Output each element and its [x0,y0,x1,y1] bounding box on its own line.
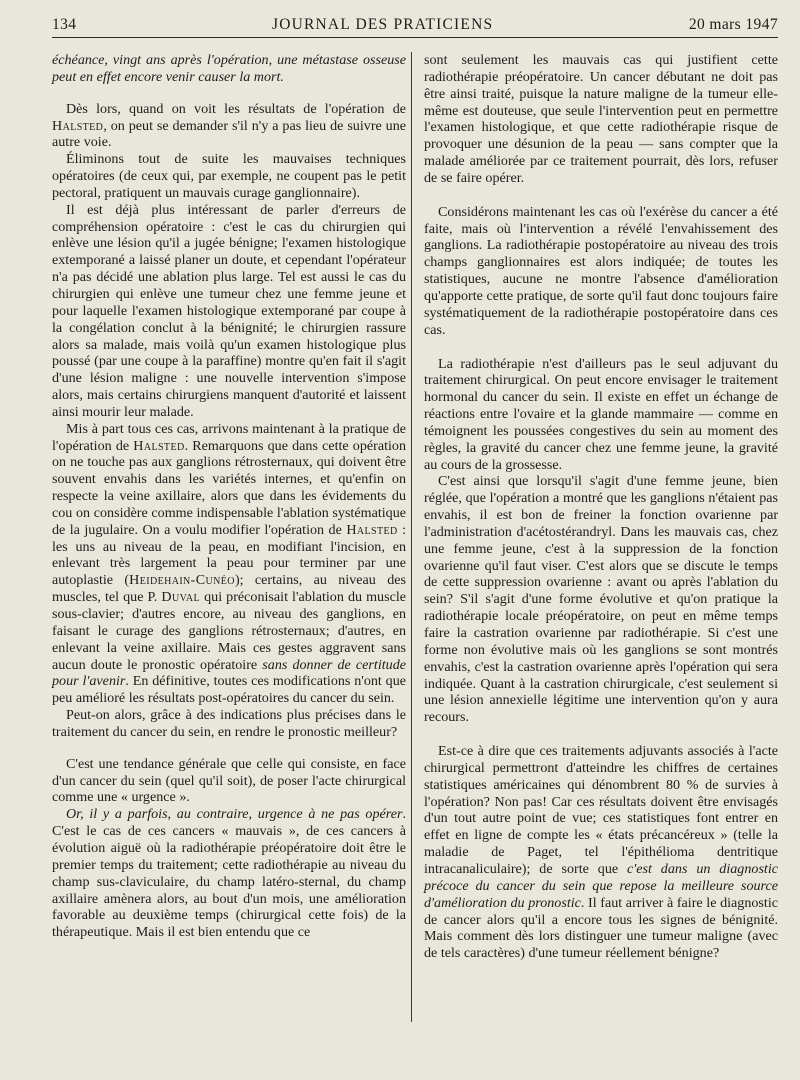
paragraph: Or, il y a parfois, au contraire, urgence à ne pas opérer. C'est le cas de ces cancers « mauvais », de ces cancers à évolution aiguë où la radiothérapie préopératoire doit être le premier temps du traitement; cette radiothérapie au niveau du champ sus-claviculaire, du champ latéro-sternal, du champ axillaire amènera alors, au bout d'un mois, une amélioration favorable au deuxième temps (chirurgical cette fois) de la thérapeutique. Mais il est bien entendu que ce [52,806,407,941]
paragraph: Est-ce à dire que ces traitements adjuvants associés à l'acte chirurgical permettront d'atteindre les chiffres de certaines statistiques américaines qui dénombrent 80 % de survies à l'opération? Non pas! Car ces résultats doivent être envisagés d'un tout autre point de vue; ces statistiques font entrer en effet en ligne de compte les « états précancéreux » (telle la maladie de Paget, tel l'épithélioma dentritique intracanaliculaire); de sorte que c'est dans un diagnostic précoce du cancer du sein que repose la meilleure source d'amélioration du pronostic. Il faut arriver à faire le diagnostic de cancer alors qu'il a encore tous les signes de bénignité. Mais comment dès lors distinguer une tumeur maligne (avec de tels caractères) d'une tumeur réellement bénigne? [424,743,779,962]
author-name: Halsted [133,437,185,454]
paragraph: C'est une tendance générale que celle qui consiste, en face d'un cancer du sein (quel qu'il soit), de poser l'acte chirurgical comme une « urgence ». [52,755,407,806]
author-name: Halsted [52,117,104,134]
journal-title: JOURNAL DES PRATICIENS [271,16,494,33]
emphasis: sans donner de certitude pour l'avenir [52,656,407,690]
paragraph: Considérons maintenant les cas où l'exérèse du cancer a été faite, mais où l'intervention a révélé l'envahissement des ganglions. La radiothérapie postopératoire au niveau des trois champs ganglionnaires est alors indiquée; de toutes les statistiques, aucune ne montre l'absence d'amélioration qu'apporte cette pratique, de sorte qu'il faut donc toujours faire systématiquement de la radiothérapie postopératoire dans ces cas. [424,203,779,338]
page-header [52,16,778,37]
paragraph: échéance, vingt ans après l'opération, une métastase osseuse peut en effet encore venir causer la mort. [52,52,407,85]
paragraph: C'est ainsi que lorsqu'il s'agit d'une femme jeune, bien réglée, que l'opération a montré que les ganglions n'étaient pas envahis, il est bon de freiner la fonction ovarienne par l'administration d'acétostérandryl. Dans les mauvais cas, chez une femme jeune, c'est à la suppression de la fonction ovarienne qu'il faut viser. C'est alors que se discute le temps de cette suppression ovarienne : avant ou après l'ablation du sein? S'il s'agit d'une forme évolutive et qu'on pratique la radiothérapie locale préopératoire, on peut en même temps faire la castration ovarienne par radiothérapie. Si c'est une forme non évolutive mais où les ganglions se sont montrés envahis, c'est la castration ovarienne après l'opération qui sera indiquée. Quant à la castration chirurgicale, c'est seulement si une lésion annexielle légitime une intervention qu'on y aura recours. [424,473,779,726]
right-column [424,52,778,1022]
author-name: Heidehain-Cunéo [129,572,235,589]
paragraph: Il est déjà plus intéressant de parler d'erreurs de compréhension opératoire : c'est le cas du chirurgien qui enlève une lésion qu'il a jugée bénigne; l'examen histologique extemporané a laissé planer un doute, et cependant l'opérateur n'a pas décidé une ablation plus large. Tel est aussi le cas du chirurgien qui enlève une tumeur chez une femme jeune et pour laquelle l'examen histologique extemporané par coupe à la congélation conclut à la bénignité; le chirurgien rassure alors sa malade, mais voilà qu'un examen histologique plus poussé (par une coupe à la paraffine) montre qu'en fait il s'agit d'une lésion maligne : une nouvelle intervention s'impose alors, mais certains chirurgiens manquent d'autorité et laissent ainsi mourir leur malade. [52,201,407,420]
left-column [52,52,406,1022]
article-columns [52,52,778,1022]
paragraph: Peut-on alors, grâce à des indications plus précises dans le traitement du cancer du sein, en rendre le pronostic meilleur? [52,707,407,740]
column-divider [411,52,412,1022]
author-name: Halsted [346,521,398,538]
emphasis: Or, il y a parfois, au contraire, urgence à ne pas opérer [66,806,403,823]
emphasis: c'est dans un diagnostic précoce du cancer du sein que repose la meilleure source d'amélioration du pronostic [424,860,779,911]
page-number: 134 [52,16,77,33]
author-name: Duval [161,589,201,606]
header-rule [52,37,778,38]
paragraph: Éliminons tout de suite les mauvaises techniques opératoires (de ceux qui, par exemple, ne coupent pas le petit pectoral, pratiquent un mauvais curage ganglionnaire). [52,151,407,201]
issue-date: 20 mars 1947 [688,16,778,33]
paragraph: Dès lors, quand on voit les résultats de l'opération de Halsted, on peut se demander s'il n'y a pas lieu de suivre une autre voie. [52,100,407,151]
paragraph: Mis à part tous ces cas, arrivons maintenant à la pratique de l'opération de Halsted. Remarquons que dans cette opération on ne touche pas aux ganglions rétrosternaux, qui doivent être souvent envahis dans les variétés internes, et qu'enfin on respecte la veine axillaire, alors que dans les évidements du cou on considère comme indispensable l'ablation systématique de la jugulaire. On a voulu modifier l'opération de Halsted : les uns au niveau de la peau, en modifiant l'incision, en enlevant très largement la peau pour terminer par une autoplastie (Heidehain-Cunéo); certains, au niveau des muscles, tel que P. Duval qui préconisait l'ablation du muscle sous-clavier; d'autres encore, au niveau des ganglions, en faisant le curage des ganglions rétrosternaux; d'autres, en enlevant la veine axillaire. Mais ces gestes aggravent sans aucun doute le pronostic opératoire sans donner de certitude pour l'avenir. En définitive, toutes ces modifications n'ont que peu amélioré les résultats post-opératoires du cancer du sein. [52,420,407,707]
paragraph: sont seulement les mauvais cas qui justifient cette radiothérapie préopératoire. Un cancer débutant ne doit pas être ainsi traité, puisque la nature maligne de la tumeur elle-même est douteuse, que seule l'intervention peut en permettre l'examen histologique, et que cette radiothérapie risque de provoquer une désunion de la peau — sans compter que la malade améliorée par ce traitement pourrait, dès lors, refuser de se faire opérer. [424,52,779,186]
paragraph: La radiothérapie n'est d'ailleurs pas le seul adjuvant du traitement chirurgical. On peut encore envisager le traitement hormonal du cancer du sein. Il existe en effet un échange de réactions entre l'ovaire et la glande mammaire — comme en témoignent les poussées congestives du sein au moment des règles, la gravité du cancer chez une femme jeune, la gravité au cours de la grossesse. [424,355,779,473]
